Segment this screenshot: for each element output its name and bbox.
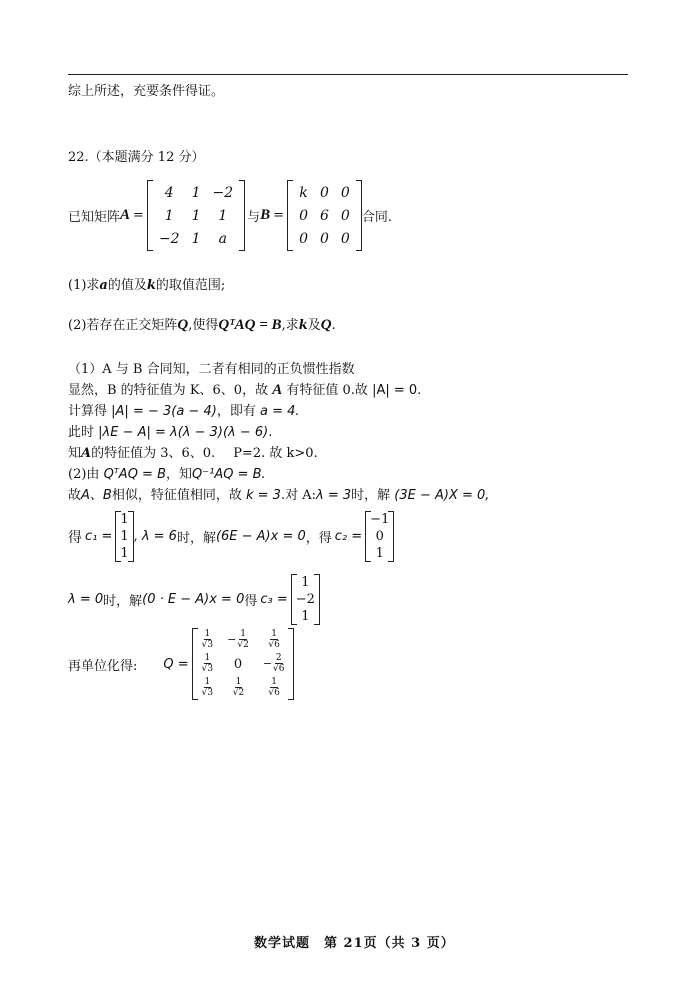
matrix-b-table <box>293 181 356 250</box>
vector-c2-table <box>368 511 391 562</box>
q-matrix-cell: $\frac{1}{√6}$ <box>268 629 280 650</box>
solution-line-5: 知A的特征值为 3、6、0. P=2. 故 k>0. <box>68 446 318 461</box>
vector-cell: 1 <box>120 546 129 561</box>
matrix-cell: 1 <box>164 207 174 224</box>
eigenvector-line-2: λ = 0 时，解 (0 · E − A)x = 0 得 c₃ = 1 −2 1 <box>68 574 320 625</box>
matrix-cell: 1 <box>191 184 201 201</box>
matrix-cell: 0 <box>340 230 350 247</box>
part2-question: (2)若存在正交矩阵Q,使得QᵀAQ = B,求k及Q. <box>68 317 336 333</box>
matrix-cell: 0 <box>299 207 308 224</box>
q-matrix-cell: − $\frac{1}{√2}$ <box>227 629 249 650</box>
solution-line-2: 显然，B 的特征值为 K、6、0，故 A 有特征值 0.故 |A| = 0. <box>68 382 422 398</box>
given-prefix: 已知矩阵 <box>68 210 121 225</box>
matrix-b-label: B <box>260 207 271 223</box>
q-matrix-cell: 0 <box>233 656 243 672</box>
matrix-cell: −2 <box>158 230 180 247</box>
matrix-a <box>147 180 245 251</box>
equals-sign-b: = <box>273 208 285 223</box>
eigenvector-line-1: 得 c₁ = 1 1 1 , λ = 6 时，解 (6E − A)x = 0 ，得 c₂ = −1 0 1 <box>68 511 394 562</box>
page-footer: 数学试题 第 21页（共 3 页） <box>254 936 455 951</box>
matrix-cell: 0 <box>320 184 329 201</box>
given-matrices-line <box>68 180 392 251</box>
matrix-a-label: A <box>120 207 131 223</box>
vector-cell: 1 <box>120 529 129 544</box>
q-matrix-cell: − $\frac{2}{√6}$ <box>262 653 285 674</box>
vector-cell: −1 <box>370 512 390 527</box>
part1-question: (1)求a的值及k的取值范围; <box>68 278 226 293</box>
matrix-cell: 0 <box>340 207 350 224</box>
vector-cell: −2 <box>295 592 315 607</box>
vector-cell: 1 <box>375 546 384 561</box>
vector-c3 <box>291 574 320 625</box>
matrix-q <box>192 628 294 700</box>
matrix-cell: 6 <box>320 207 329 224</box>
solution-line-4: 此时 |λE − A| = λ(λ − 3)(λ − 6). <box>68 425 273 440</box>
vector-cell: 1 <box>301 575 310 590</box>
mid-text: 与 <box>247 210 261 225</box>
given-suffix: 合同. <box>361 210 392 225</box>
matrix-cell: 0 <box>320 230 329 247</box>
vector-cell: 1 <box>301 609 310 624</box>
solution-line-6: (2)由 QᵀAQ = B，知Q⁻¹AQ = B. <box>68 467 266 482</box>
solution-line-1: （1）A 与 B 合同知，二者有相同的正负惯性指数 <box>68 362 355 377</box>
problem-title: 22.（本题满分 12 分） <box>68 150 205 165</box>
matrix-cell: 1 <box>191 207 201 224</box>
q-matrix-cell: $\frac{1}{√6}$ <box>268 677 280 698</box>
matrix-cell: −2 <box>212 184 234 201</box>
vector-c2 <box>365 511 394 562</box>
matrix-b <box>287 180 362 251</box>
q-matrix-cell: $\frac{1}{√2}$ <box>232 677 245 698</box>
vector-cell: 0 <box>375 529 384 544</box>
matrix-cell: 1 <box>191 230 201 247</box>
matrix-cell: k <box>299 184 308 201</box>
solution-line-7: 故A、B相似，特征值相同，故 k = 3.对 A:λ = 3时，解 (3E − A)X = 0, <box>68 488 490 503</box>
matrix-cell: a <box>218 230 227 247</box>
vector-cell: 1 <box>120 512 129 527</box>
equals-sign: = <box>133 208 144 223</box>
q-matrix-line: 再单位化得: Q = $\frac{1}{√3}$ − $\frac{1}{√2}$ $\frac{1}{√6}$ $\frac{1}{√3}$ 0 − $\frac{2}{√6}$ $\frac{1}{√3}$ $\frac{1}{√2}$ $\frac{1}{√6}$ <box>68 628 294 700</box>
matrix-a-table <box>153 181 239 250</box>
vector-c3-table <box>294 574 317 625</box>
q-matrix-cell: $\frac{1}{√3}$ <box>201 629 214 650</box>
top-rule <box>68 74 628 75</box>
conclusion-text: 综上所述，充要条件得证。 <box>68 84 225 99</box>
q-matrix-cell: $\frac{1}{√3}$ <box>201 653 214 674</box>
vector-c1 <box>115 511 133 562</box>
q-matrix-cell: $\frac{1}{√3}$ <box>201 677 214 698</box>
solution-line-3: 计算得 |A| = − 3(a − 4)，即有 a = 4. <box>68 404 300 419</box>
vector-c1-table <box>118 511 130 562</box>
matrix-cell: 1 <box>218 207 228 224</box>
matrix-cell: 0 <box>299 230 308 247</box>
matrix-cell: 0 <box>340 184 350 201</box>
matrix-cell: 4 <box>164 184 174 201</box>
matrix-q-table <box>194 628 292 700</box>
